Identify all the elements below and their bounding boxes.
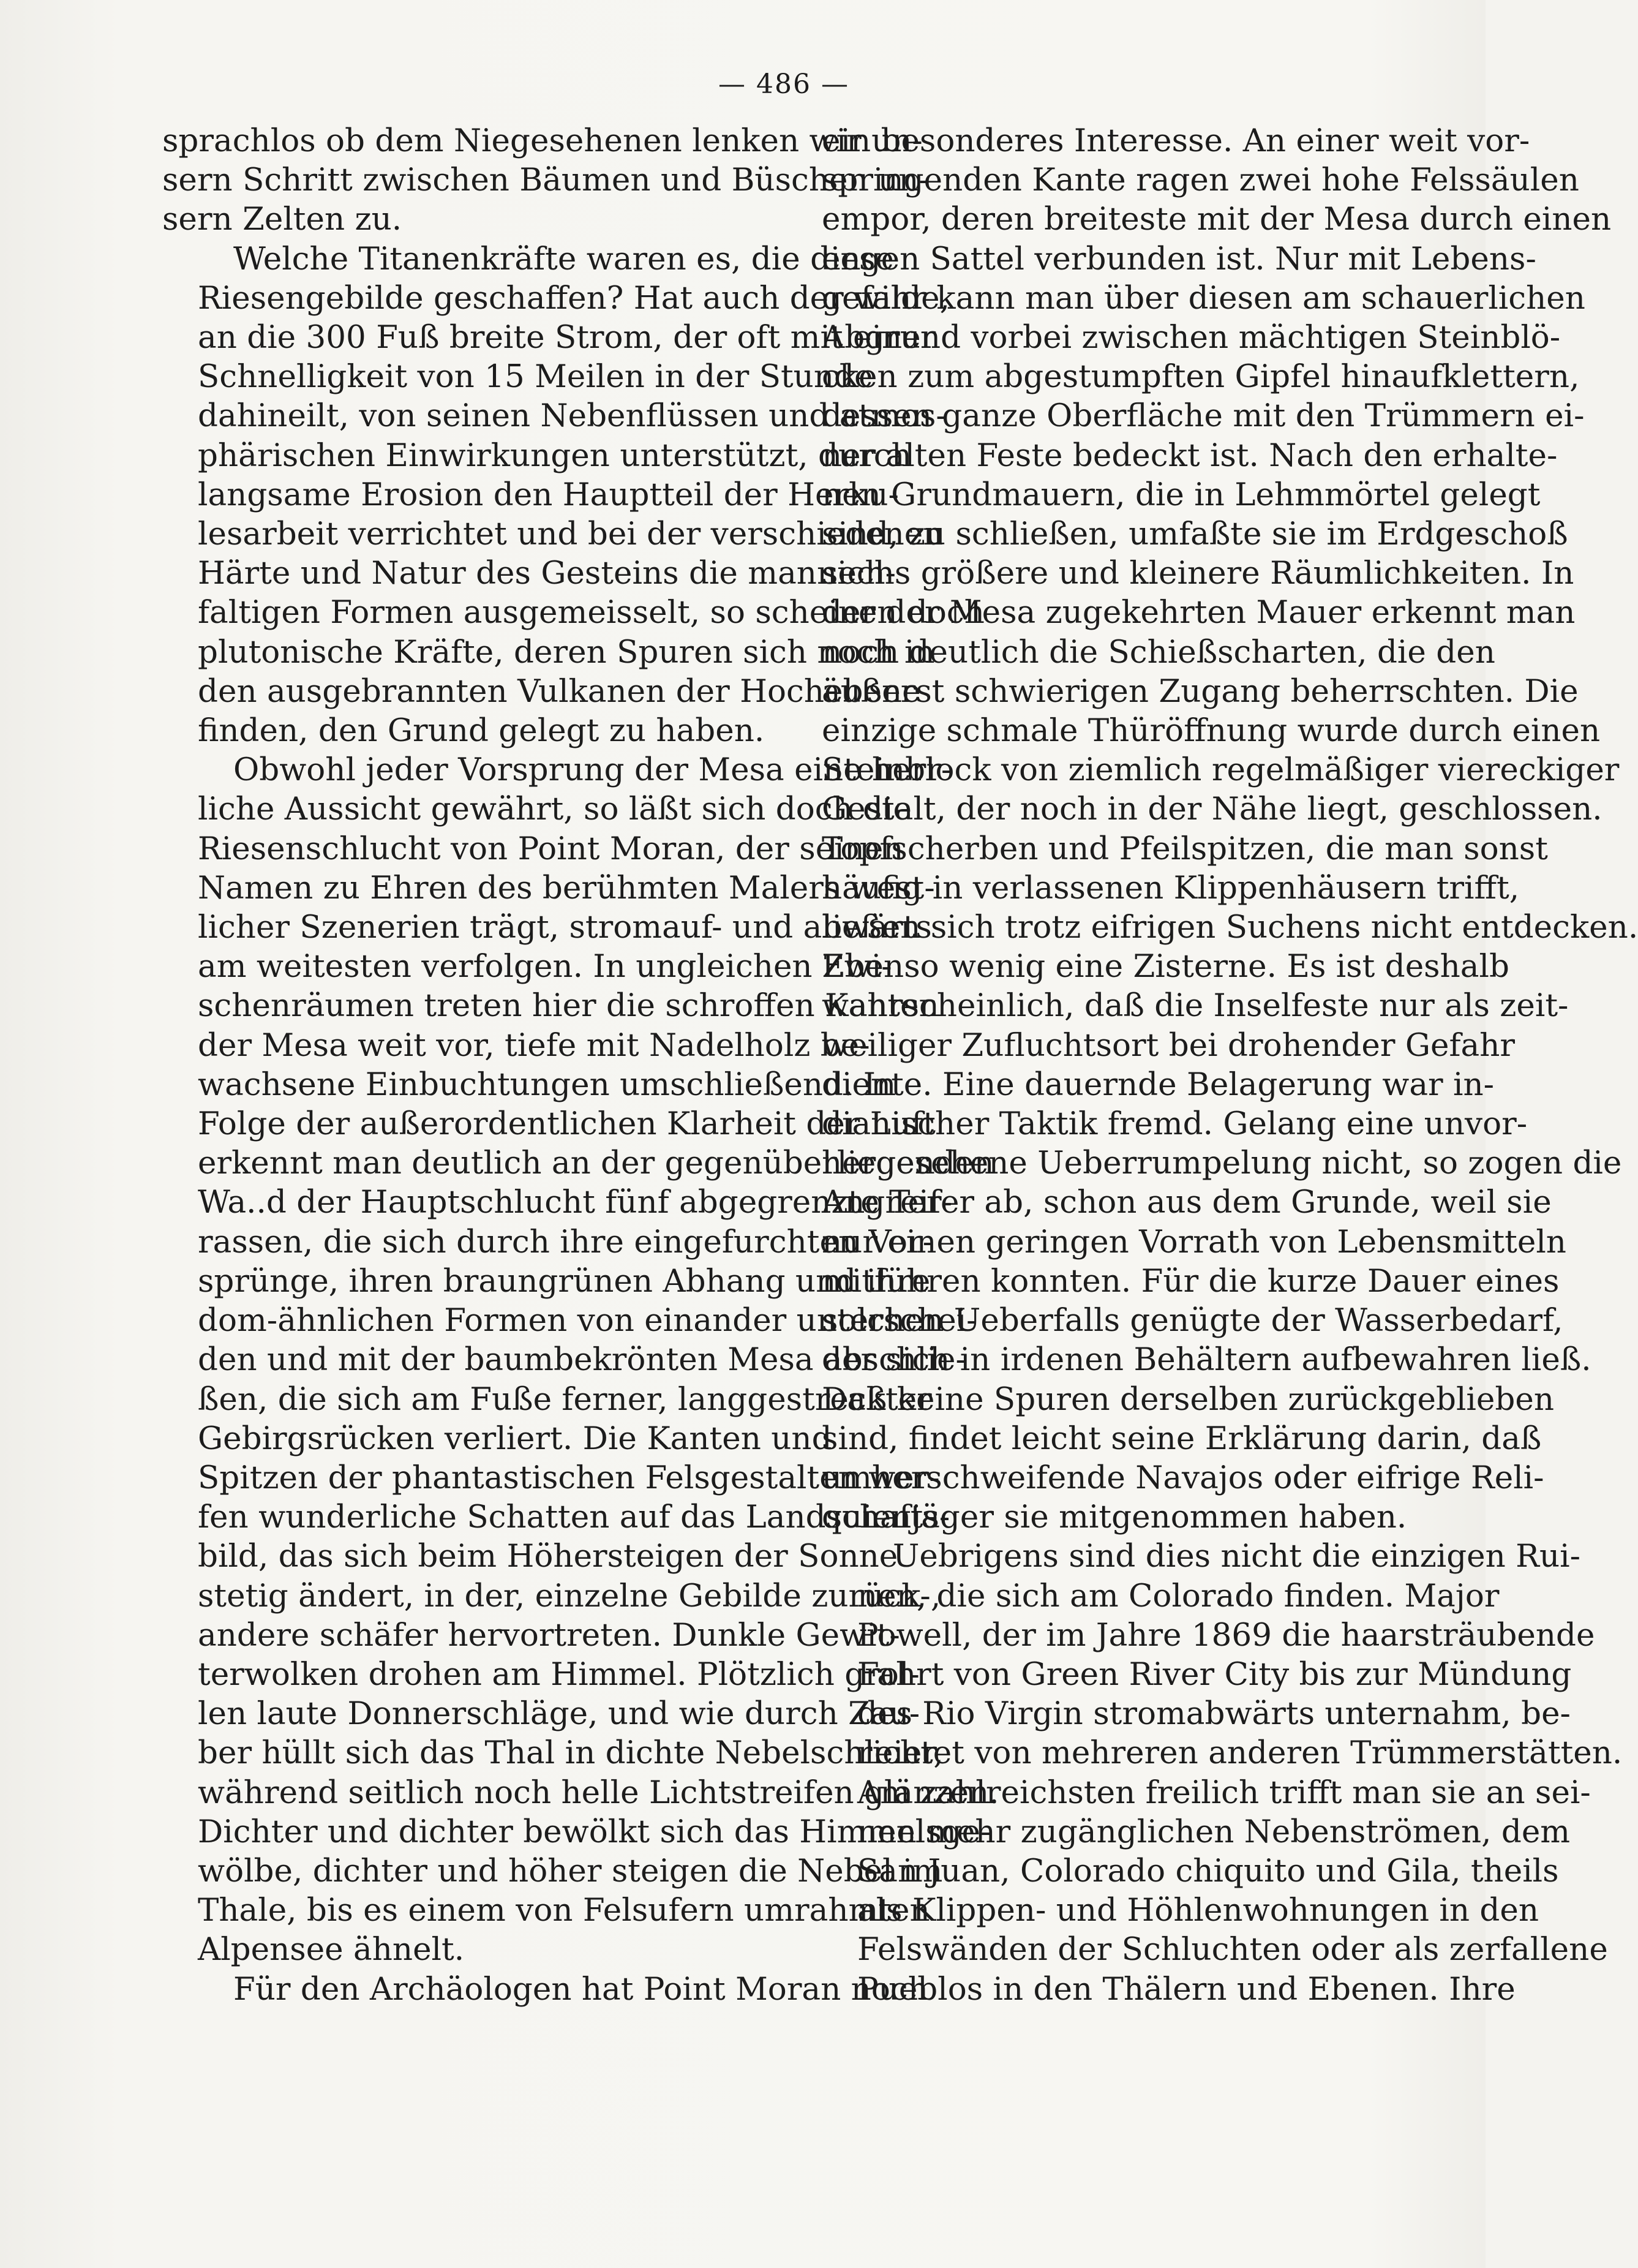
text-line: des Rio Virgin stromabwärts unternahm, be- <box>857 1695 1571 1733</box>
text-line: Welche Titanenkräfte waren es, die diese <box>233 240 894 277</box>
text-line: faltigen Formen ausgemeisselt, so scheinen doch <box>198 594 985 631</box>
text-line: sechs größere und kleinere Räumlichkeiten. In <box>822 555 1574 592</box>
text-line: andere schäfer hervortreten. Dunkle Gewit- <box>198 1616 900 1654</box>
text-line: gefahr kann man über diesen am schauerlichen <box>822 279 1585 317</box>
text-line: den und mit der baumbekrönten Mesa abschlie- <box>198 1341 966 1379</box>
text-line: ließen sich trotz eifrigen Suchens nicht entdecken. <box>822 909 1638 946</box>
text-line: Steinblock von ziemlich regelmäßiger viereckiger <box>822 752 1620 789</box>
text-line: Am zahlreichsten freilich trifft man sie an sei- <box>857 1774 1591 1811</box>
paragraph <box>822 121 1638 1537</box>
text-line: Namen zu Ehren des berühmten Malers west- <box>198 869 935 906</box>
text-line: ner alten Feste bedeckt ist. Nach den erhalte- <box>822 437 1558 474</box>
text-line: stetig ändert, in der, einzelne Gebilde zurück-, <box>198 1577 941 1614</box>
text-line: Uebrigens sind dies nicht die einzigen Rui- <box>893 1538 1580 1575</box>
text-line: diente. Eine dauernde Belagerung war in- <box>822 1066 1495 1103</box>
text-line: rassen, die sich durch ihre eingefurchten Vor- <box>198 1223 933 1260</box>
text-line: häufig in verlassenen Klippenhäusern trifft, <box>822 869 1520 906</box>
text-line: sern Zelten zu. <box>162 201 402 238</box>
paragraph <box>822 1537 1623 2008</box>
text-line: an die 300 Fuß breite Strom, der oft mit einer <box>198 319 936 356</box>
text-line: fen wunderliche Schatten auf das Landschafts- <box>198 1499 950 1536</box>
text-line: Für den Archäologen hat Point Moran noch <box>233 1970 928 2008</box>
text-line: Schnelligkeit von 15 Meilen in der Stunde <box>198 358 873 396</box>
text-line: phärischen Einwirkungen unterstützt, durch <box>198 437 912 474</box>
text-line: wölbe, dichter und höher steigen die Nebel im <box>198 1852 943 1889</box>
text-line: nen Grundmauern, die in Lehmmörtel gelegt <box>822 476 1541 513</box>
text-line: wahrscheinlich, daß die Inselfeste nur als zeit- <box>822 987 1569 1025</box>
text-line: Riesengebilde geschaffen? Hat auch der wilde, <box>198 279 950 317</box>
text-line: Gestalt, der noch in der Nähe liegt, geschlossen. <box>822 791 1602 828</box>
text-line: Felswänden der Schluchten oder als zerfallene <box>857 1931 1608 1968</box>
text-line: ein besonderes Interesse. An einer weit vor- <box>822 122 1530 159</box>
text-line: plutonische Kräfte, deren Spuren sich noch in <box>198 633 935 671</box>
text-line: sprünge, ihren braungrünen Abhang und ihre <box>198 1262 931 1300</box>
text-line: der sich in irdenen Behältern aufbewahren ließ. <box>822 1341 1591 1379</box>
text-line: Ebenso wenig eine Zisterne. Es ist deshalb <box>822 948 1509 985</box>
text-line: umherschweifende Navajos oder eifrige Reli- <box>822 1459 1544 1496</box>
text-line: Riesenschlucht von Point Moran, der seinen <box>198 830 904 867</box>
text-line: der der Mesa zugekehrten Mauer erkennt man <box>822 594 1576 631</box>
text-line: Alpensee ähnelt. <box>198 1931 465 1968</box>
text-line: lesarbeit verrichtet und bei der verschiedenen <box>198 516 944 553</box>
text-line: Wa..d der Hauptschlucht fünf abgegrenzte Ter- <box>198 1184 952 1221</box>
text-line: den ausgebrannten Vulkanen der Hochebene <box>198 672 921 710</box>
text-line: bild, das sich beim Höhersteigen der Sonne <box>198 1538 898 1575</box>
text-line: dessen ganze Oberfläche mit den Trümmern ei- <box>822 397 1585 435</box>
text-line: Pueblos in den Thälern und Ebenen. Ihre <box>857 1970 1516 2008</box>
text-line: dahineilt, von seinen Nebenflüssen und atmos- <box>198 397 947 435</box>
text-line: Abgrund vorbei zwischen mächtigen Steinblö- <box>822 319 1561 356</box>
text-line: Topfscherben und Pfeilspitzen, die man sonst <box>822 830 1548 867</box>
text-line: erkennt man deutlich an der gegenüberliegenden <box>198 1145 994 1182</box>
text-line: äußerst schwierigen Zugang beherrschten. Die <box>822 672 1579 710</box>
text-line: dianischer Taktik fremd. Gelang eine unvor- <box>822 1106 1528 1143</box>
text-line: weiliger Zufluchtsort bei drohender Gefahr <box>822 1027 1515 1064</box>
text-line: len laute Donnerschläge, und wie durch Zau- <box>198 1695 920 1733</box>
text-line: finden, den Grund gelegt zu haben. <box>198 712 765 750</box>
text-line: Angreifer ab, schon aus dem Grunde, weil sie <box>822 1184 1552 1221</box>
text-line: liche Aussicht gewährt, so läßt sich doch die <box>198 791 912 828</box>
paragraph <box>162 1970 928 2009</box>
text-line: hergesehene Ueberrumpelung nicht, so zogen die <box>822 1145 1622 1182</box>
text-line: einzige schmale Thüröffnung wurde durch einen <box>822 712 1601 750</box>
text-line: Thale, bis es einem von Felsufern umrahmten <box>198 1892 930 1929</box>
text-line: empor, deren breiteste mit der Mesa durch einen <box>822 201 1612 238</box>
text-line: Obwohl jeder Vorsprung der Mesa eine herr- <box>233 752 952 789</box>
right-text-column <box>822 121 1638 2009</box>
text-line: als Klippen- und Höhlenwohnungen in den <box>857 1892 1539 1929</box>
text-line: cken zum abgestumpften Gipfel hinaufklettern, <box>822 358 1580 396</box>
text-line: Fahrt von Green River City bis zur Mündung <box>857 1656 1572 1693</box>
text-line: mitführen konnten. Für die kurze Dauer eines <box>822 1262 1560 1300</box>
text-line: sind, findet leicht seine Erklärung darin, daß <box>822 1420 1542 1457</box>
text-line: der Mesa weit vor, tiefe mit Nadelholz be- <box>198 1027 870 1064</box>
text-line: ßen, die sich am Fuße ferner, langgestreckter <box>198 1381 932 1418</box>
text-line: noch deutlich die Schießscharten, die den <box>822 633 1495 671</box>
text-line: am weitesten verfolgen. In ungleichen Zwi- <box>198 948 892 985</box>
text-line: wachsene Einbuchtungen umschließend. In <box>198 1066 896 1103</box>
text-line: sprachlos ob dem Niegesehenen lenken wir un- <box>162 122 923 159</box>
text-line: springenden Kante ragen zwei hohe Felssäulen <box>822 162 1579 199</box>
text-line: während seitlich noch helle Lichtstreifen glänzen. <box>198 1774 999 1811</box>
text-line: Härte und Natur des Gesteins die mannich- <box>198 555 896 592</box>
text-line: solchen Ueberfalls genügte der Wasserbedarf, <box>822 1302 1563 1339</box>
text-line: schenräumen treten hier die schroffen Kanten <box>198 987 939 1025</box>
text-line: richtet von mehreren anderen Trümmerstätten. <box>857 1735 1623 1772</box>
text-line: nur einen geringen Vorrath von Lebensmitteln <box>822 1223 1566 1260</box>
left-text-column <box>162 121 999 2009</box>
text-line: sind, zu schließen, umfaßte sie im Erdgeschoß <box>822 516 1568 553</box>
text-line: licher Szenerien trägt, stromauf- und abwärts <box>198 909 932 946</box>
text-line: San Juan, Colorado chiquito und Gila, theils <box>857 1852 1559 1889</box>
text-line: Powell, der im Jahre 1869 die haarsträubende <box>857 1616 1595 1654</box>
text-line: Gebirgsrücken verliert. Die Kanten und <box>198 1420 832 1457</box>
text-line: langsame Erosion den Hauptteil der Herku- <box>198 476 899 513</box>
paragraph <box>162 239 985 751</box>
text-line: Dichter und dichter bewölkt sich das Himmelsge- <box>198 1813 991 1850</box>
text-line: nen mehr zugänglichen Nebenströmen, dem <box>857 1813 1571 1850</box>
text-line: engen Sattel verbunden ist. Nur mit Lebens- <box>822 240 1536 277</box>
text-line: Spitzen der phantastischen Felsgestalten wer- <box>198 1459 940 1496</box>
text-line: terwolken drohen am Himmel. Plötzlich grol- <box>198 1656 920 1693</box>
paragraph <box>162 121 930 239</box>
text-line: quienjäger sie mitgenommen haben. <box>822 1499 1407 1536</box>
text-line: dom-ähnlichen Formen von einander unterschei- <box>198 1302 977 1339</box>
text-line: ber hüllt sich das Thal in dichte Nebelschleier, <box>198 1735 944 1772</box>
text-line: Folge der außerordentlichen Klarheit der Luft <box>198 1106 936 1143</box>
text-line: Daß keine Spuren derselben zurückgeblieben <box>822 1381 1554 1418</box>
page-number: — 486 — <box>718 69 849 100</box>
paragraph <box>162 750 999 1969</box>
text-line: nen, die sich am Colorado finden. Major <box>857 1577 1500 1614</box>
text-line: sern Schritt zwischen Bäumen und Büschen un- <box>162 162 930 199</box>
